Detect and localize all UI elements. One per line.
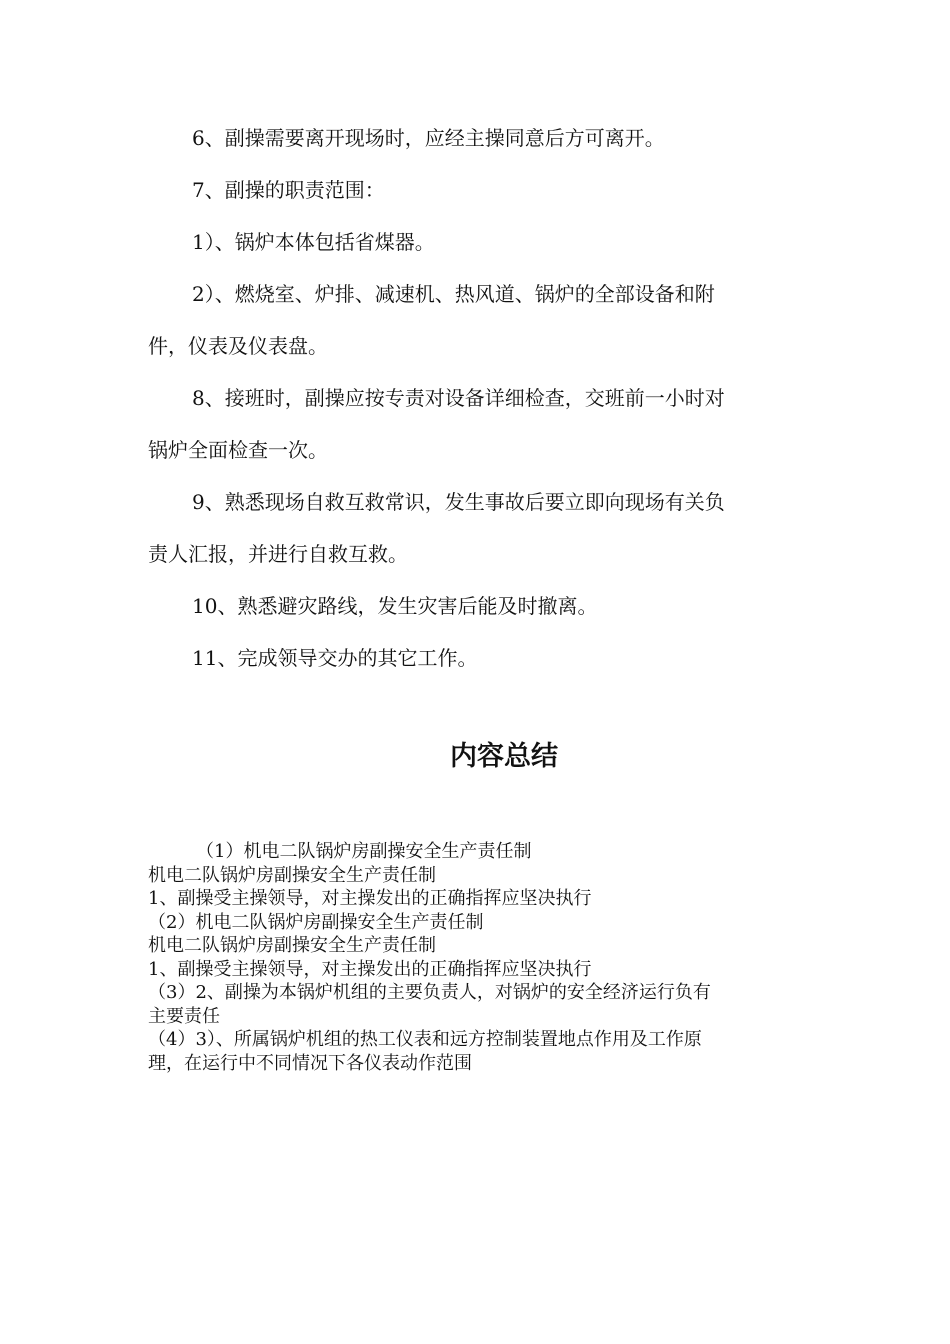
summary-title: 内容总结: [450, 741, 558, 772]
paragraph-line: 7、副操的职责范围：: [192, 178, 385, 202]
summary-line: （4）3）、所属锅炉机组的热工仪表和远方控制装置地点作用及工作原: [148, 1029, 702, 1050]
summary-line: 1、副操受主操领导，对主操发出的正确指挥应坚决执行: [148, 958, 592, 980]
paragraph-line: 9、熟悉现场自救互救常识，发生事故后要立即向现场有关负: [192, 490, 725, 514]
paragraph-line: 2）、燃烧室、炉排、减速机、热风道、锅炉的全部设备和附: [192, 282, 715, 306]
paragraph-line: 11、完成领导交办的其它工作。: [192, 646, 478, 670]
paragraph-line: 责人汇报，并进行自救互救。: [148, 542, 408, 566]
paragraph-line: 8、接班时，副操应按专责对设备详细检查，交班前一小时对: [192, 386, 725, 410]
summary-line: （3）2、副操为本锅炉机组的主要负责人，对锅炉的安全经济运行负有: [148, 982, 711, 1003]
summary-line: 主要责任: [148, 1005, 220, 1027]
summary-line: 1、副操受主操领导，对主操发出的正确指挥应坚决执行: [148, 888, 592, 909]
summary-line: 理，在运行中不同情况下各仪表动作范围: [148, 1052, 472, 1074]
paragraph-line: 6、副操需要离开现场时，应经主操同意后方可离开。: [192, 126, 665, 150]
paragraph-line: 锅炉全面检查一次。: [148, 438, 328, 462]
paragraph-line: 1）、锅炉本体包括省煤器。: [192, 230, 435, 254]
summary-line: 机电二队锅炉房副操安全生产责任制: [148, 864, 436, 886]
summary-line: （2）机电二队锅炉房副操安全生产责任制: [148, 911, 484, 933]
summary-line: 机电二队锅炉房副操安全生产责任制: [148, 935, 436, 956]
summary-text: [148, 840, 798, 1075]
body-text: [148, 112, 788, 684]
summary-line: （1）机电二队锅炉房副操安全生产责任制: [196, 841, 532, 862]
paragraph-line: 件，仪表及仪表盘。: [148, 334, 328, 358]
paragraph-line: 10、熟悉避灾路线，发生灾害后能及时撤离。: [192, 594, 598, 618]
